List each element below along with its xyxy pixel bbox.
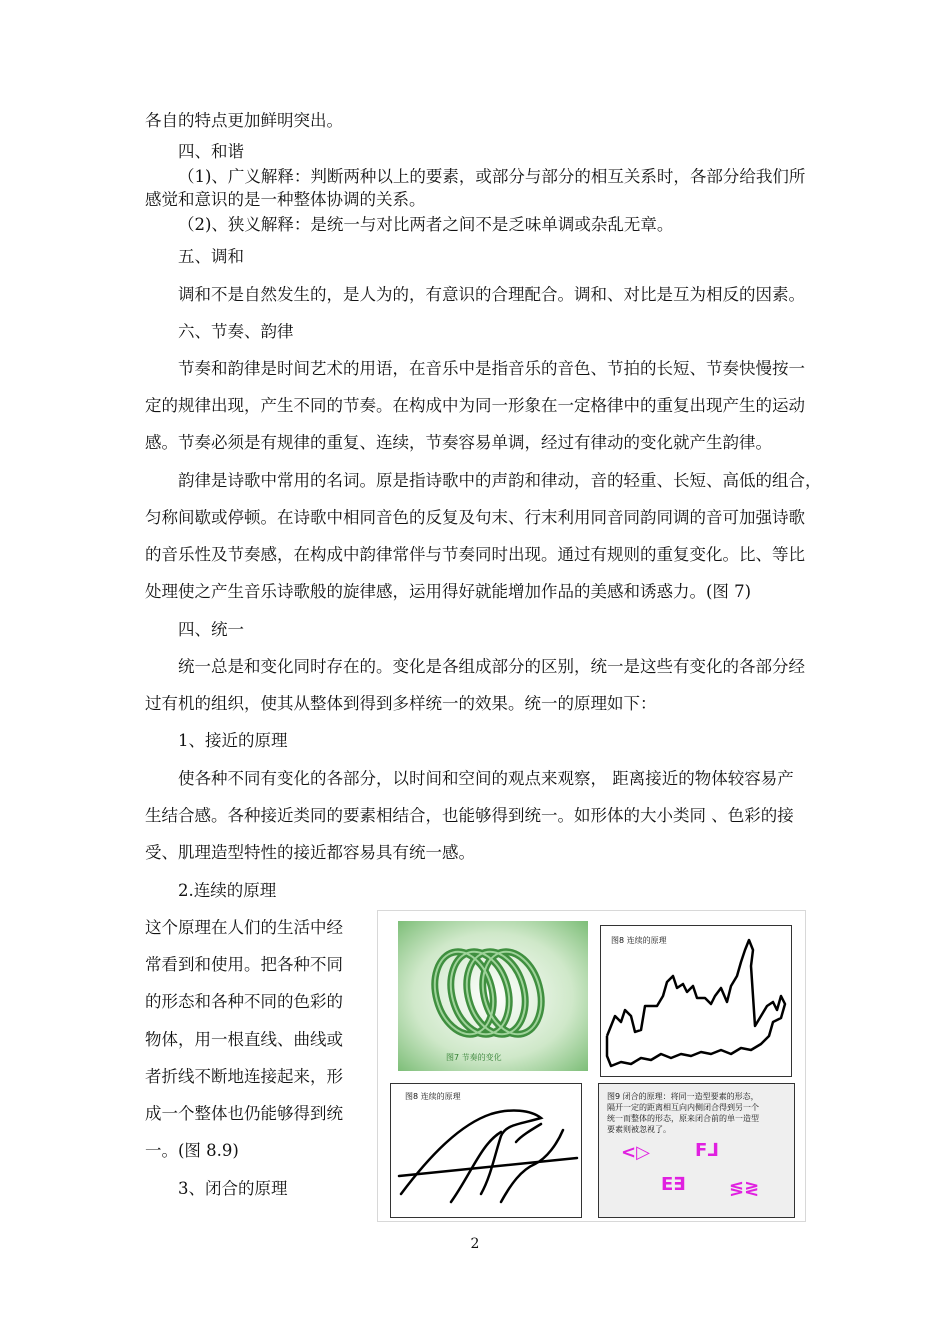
text-line: 受、肌理造型特性的接近都容易具有统一感。	[145, 843, 475, 862]
figure-8-curves	[390, 1083, 582, 1218]
curves-drawing	[391, 1084, 581, 1217]
text-line: 感觉和意识的是一种整体协调的关系。	[145, 190, 426, 209]
section-heading-rhythm: 六、节奏、韵律	[178, 322, 294, 341]
text-line: 的形态和各种不同的色彩的	[145, 992, 343, 1011]
text-line: （1)、广义解释：判断两种以上的要素，或部分与部分的相互关系时，各部分给我们所	[178, 167, 806, 186]
closure-glyph: <▷	[621, 1142, 650, 1163]
section-heading-harmony: 四、和谐	[178, 142, 244, 161]
text-line: 匀称间歇或停顿。在诗歌中相同音色的反复及句末、行末利用同音同韵同调的音可加强诗歌	[145, 508, 805, 527]
figure-8-caption-2: 图8 连续的原理	[405, 1092, 461, 1101]
figure-7-caption: 图7 节奏的变化	[446, 1053, 502, 1062]
text-line: 感。节奏必须是有规律的重复、连续，节奏容易单调，经过有律动的变化就产生韵律。	[145, 433, 772, 452]
page-number: 2	[470, 1236, 480, 1252]
text-line: 一。(图 8.9)	[145, 1141, 239, 1160]
text-line: 统一总是和变化同时存在的。变化是各组成部分的区别，统一是这些有变化的各部分经	[178, 657, 805, 676]
subheading-proximity: 1、接近的原理	[178, 731, 288, 750]
text-line: 这个原理在人们的生活中经	[145, 918, 343, 937]
figure-9-caption: 图9 闭合的原理：将同一造型要素的形态，	[607, 1092, 759, 1101]
rings-image	[398, 921, 588, 1071]
text-line: 节奏和韵律是时间艺术的用语，在音乐中是指音乐的音色、节拍的长短、节奏快慢按一	[178, 359, 805, 378]
figure-9-caption: 统一而整体的形态，原来闭合前的单一造型	[607, 1114, 759, 1123]
figure-8-caption: 图8 连续的原理	[611, 936, 667, 945]
text-line: （2)、狭义解释：是统一与对比两者之间不是乏味单调或杂乱无章。	[178, 215, 674, 234]
skyline-drawing	[601, 926, 791, 1076]
text-line: 的音乐性及节奏感，在构成中韵律常伴与节奏同时出现。通过有规则的重复变化。比、等比	[145, 545, 805, 564]
closure-glyph: F⅃	[695, 1140, 719, 1161]
figure-8-skyline	[600, 925, 792, 1077]
section-heading-unity: 四、统一	[178, 620, 244, 639]
text-line: 使各种不同有变化的各部分，以时间和空间的观点来观察， 距离接近的物体较容易产	[178, 769, 794, 788]
closure-glyph: E∃	[661, 1174, 686, 1195]
text-line: 者折线不断地连接起来，形	[145, 1067, 343, 1086]
text-line: 处理使之产生音乐诗歌般的旋律感，运用得好就能增加作品的美感和诱惑力。(图 7)	[145, 582, 752, 601]
text-line: 常看到和使用。把各种不同	[145, 955, 343, 974]
subheading-closure: 3、闭合的原理	[178, 1179, 288, 1198]
section-heading-reconcile: 五、调和	[178, 247, 244, 266]
figure-9-caption: 要素则被忽视了。	[607, 1125, 671, 1134]
text-line: 各自的特点更加鲜明突出。	[145, 111, 343, 130]
text-line: 成一个整体也仍能够得到统	[145, 1104, 343, 1123]
figure-7-rhythm	[398, 921, 588, 1071]
text-line: 生结合感。各种接近类同的要素相结合，也能够得到统一。如形体的大小类同 、色彩的接	[145, 806, 794, 825]
figure-panel	[377, 910, 806, 1222]
text-line: 定的规律出现，产生不同的节奏。在构成中为同一形象在一定格律中的重复出现产生的运动	[145, 396, 805, 415]
closure-glyph: ≶≷	[729, 1178, 760, 1199]
figure-9-caption: 隔开一定的距离相互向内侧闭合得到另一个	[607, 1103, 759, 1112]
text-line: 物体，用一根直线、曲线或	[145, 1030, 343, 1049]
figure-9-closure	[598, 1083, 795, 1218]
text-line: 韵律是诗歌中常用的名词。原是指诗歌中的声韵和律动，音的轻重、长短、高低的组合，	[178, 471, 822, 490]
text-line: 调和不是自然发生的，是人为的，有意识的合理配合。调和、对比是互为相反的因素。	[178, 285, 805, 304]
text-line: 过有机的组织，使其从整体到得到多样统一的效果。统一的原理如下：	[145, 694, 657, 713]
subheading-continuity: 2.连续的原理	[178, 881, 277, 900]
